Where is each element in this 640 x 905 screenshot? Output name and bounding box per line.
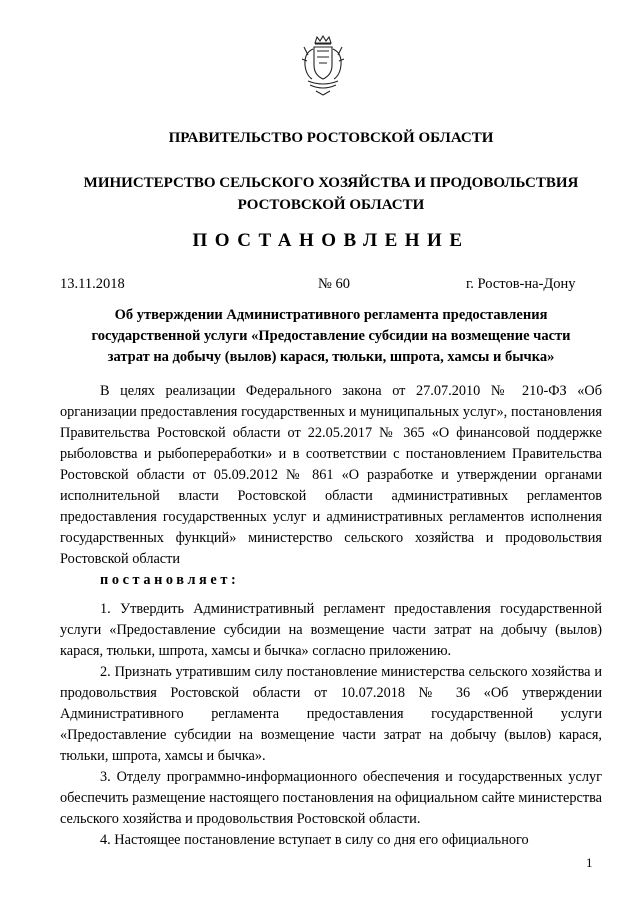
ministry-title (60, 172, 602, 216)
document-number: № 60 (318, 276, 350, 292)
ministry-title-line2: РОСТОВСКОЙ ОБЛАСТИ (237, 197, 425, 213)
page-number: 1 (586, 855, 593, 870)
document-city: г. Ростов-на-Дону (466, 276, 576, 292)
subject-line2: государственной услуги «Предоставление субсидии на возмещение части (91, 328, 571, 344)
subject-line3: затрат на добычу (вылов) карася, тюльки, шпрота, хамсы и бычка» (107, 349, 555, 365)
document-subject (60, 305, 602, 368)
decree-word: постановляет: (100, 572, 240, 588)
document-type-title: ПОСТАНОВЛЕНИЕ (192, 230, 470, 251)
item-4-paragraph: 4. Настоящее постановление вступает в силу со дня его официального (100, 832, 529, 848)
subject-line1: Об утверждении Административного регламента предоставления (114, 307, 548, 323)
government-title: ПРАВИТЕЛЬСТВО РОСТОВСКОЙ ОБЛАСТИ (168, 130, 494, 146)
document-body (60, 381, 602, 851)
item-1-paragraph: 1. Утвердить Административный регламент предоставления государственной услуги «Предоставление субсидии на возмещение части затрат на добычу (вылов) карася, тюльки, шпрота, хамсы и бычка» согласно приложению. (60, 601, 602, 659)
item-2-paragraph: 2. Признать утратившим силу постановление министерства сельского хозяйства и продовольствия Ростовской области от 10.07.2018 № 36 «Об утверждении Административного регламента предоставления государственной услуги «Предоставление субсидии на возмещение части затрат на добычу (вылов) карася, тюльки, шпрота, хамсы и бычка». (60, 664, 602, 764)
item-3-paragraph: 3. Отделу программно-информационного обеспечения и государственных услуг обеспечить размещение настоящего постановления на официальном сайте министерства сельского хозяйства и продовольствия Ростовской области. (60, 769, 602, 827)
coat-of-arms-icon (298, 35, 348, 97)
preamble-paragraph: В целях реализации Федерального закона от 27.07.2010 № 210-ФЗ «Об организации предоставления государственных и муниципальных услуг», постановления Правительства Ростовской области от 22.05.2017 № 365 «О финансовой поддержке рыболовства и рыбопереработки» и в соответствии с постановлением Правительства Ростовской области от 05.09.2012 № 861 «О разработке и утверждении органами исполнительной власти Ростовской области административных регламентов предоставления государственных услуг и административных регламентов исполнения государственных функций» министерство сельского хозяйства и продовольствия Ростовской области (60, 383, 602, 567)
ministry-title-line1: МИНИСТЕРСТВО СЕЛЬСКОГО ХОЗЯЙСТВА И ПРОДОВОЛЬСТВИЯ (83, 175, 579, 191)
document-date: 13.11.2018 (60, 276, 125, 292)
